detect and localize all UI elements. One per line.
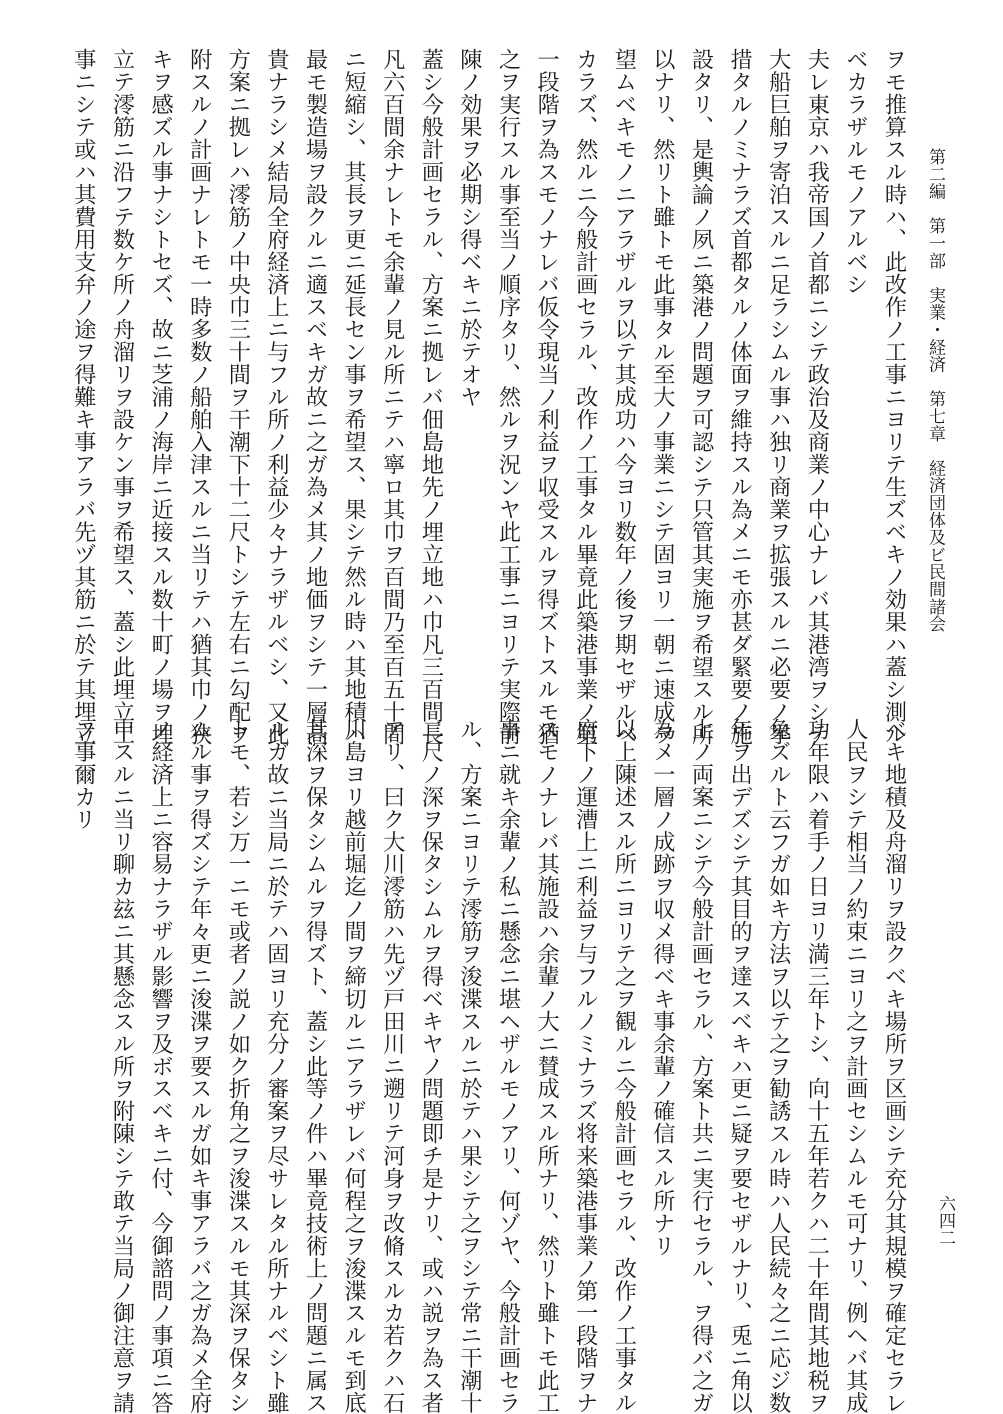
- text-line: カラズ、然ルニ今般計画セラル、改作ノ工事タル畢竟此築港事業ノ第: [572, 48, 599, 746]
- text-line: ルガ故ニ当局ニ於テハ固ヨリ充分ノ審案ヲ尽サレタル所ナルベシト雖: [263, 718, 290, 1414]
- text-line: ムル事ヲ得ズシテ年々更ニ浚渫ヲ要スルガ如キ事アラバ之ガ為メ全府: [186, 718, 213, 1414]
- text-line: キヲ感ズル事ナシトセズ、故ニ芝浦ノ海岸ニ近接スル数十町ノ場ヲ埋: [147, 48, 174, 746]
- text-line: 立テ澪筋ニ沿フテ数ケ所ノ舟溜リヲ設ケン事ヲ希望ス、蓋シ此埋立工: [109, 48, 135, 746]
- text-line: ベカラザルモノアルベシ: [842, 48, 869, 296]
- text-line: 申スルニ当リ聊カ玆ニ其懸念スル所ヲ附陳シテ敢テ当局ノ御注意ヲ請: [109, 718, 135, 1414]
- text-line: 蓋シ今般計画セラル、方案ニ拠レバ佃島地先ノ埋立地ハ巾凡三百間長: [417, 48, 444, 746]
- text-line: 以上陳述スル所ニヨリテ之ヲ観ルニ今般計画セラル、改作ノ工事タル: [610, 718, 637, 1414]
- text-line: 夫レ東京ハ我帝国ノ首都ニシテ政治及商業ノ中心ナレバ其港湾ヲシテ: [803, 48, 830, 746]
- text-line: 一段階ヲ為スモノナレバ仮令現当ノ利益ヲ収受スルヲ得ズトスルモ猶: [533, 48, 560, 746]
- text-line: 以ナリ、然リト雖トモ此事タル至大ノ事業ニシテ固ヨリ一朝ニ速成ヲ: [649, 48, 676, 746]
- text-line: ニ短縮シ、其長ヲ更ニ延長セン事ヲ希望ス、果シテ然ル時ハ其地積ハ: [340, 48, 367, 746]
- text-line: 措タルノミナラズ首都タルノ体面ヲ維持スル為メニモ亦甚ダ緊要ノ施: [726, 48, 753, 746]
- text-line: ベキ地積及舟溜リヲ設クベキ場所ヲ区画シテ充分其規模ヲ確定セラレ: [881, 718, 907, 1414]
- text-line: 免ズルト云フガ如キ方法ヲ以テ之ヲ勧誘スル時ハ人民続々之ニ応ジ数: [765, 718, 792, 1414]
- text-line: 人民ヲシテ相当ノ約束ニヨリ之ヲ計画セシムルモ可ナリ、例ヘバ其成: [842, 718, 869, 1414]
- text-line: 望ムベキモノニアラザルヲ以テ其成功ハ今ヨリ数年ノ後ヲ期セザルベ: [610, 48, 637, 746]
- text-line: 上ノ両案ニシテ今般計画セラル、方案ト共ニ実行セラル、ヲ得バ之ガ: [688, 718, 714, 1414]
- text-line: フ事爾カリ: [70, 718, 97, 831]
- text-line: 事ニシテ或ハ其費用支弁ノ途ヲ得難キ事アラバ先ヅ其筋ニ於テ其埋立: [70, 48, 97, 746]
- text-line: 其深ヲ保タシムルヲ得ズト、蓋シ此等ノ件ハ畢竟技術上ノ問題ニ属ス: [302, 718, 328, 1414]
- text-line: 二尺ノ深ヲ保タシムルヲ得ベキヤノ問題即チ是ナリ、或ハ説ヲ為ス者: [417, 718, 444, 1414]
- text-line: アリ、曰ク大川澪筋ハ先ヅ戸田川ニ遡リテ河身ヲ改脩スルカ若クハ石: [379, 718, 406, 1414]
- text-line: ノ経済上ニ容易ナラザル影響ヲ及ボスベキニ付、今御諮問ノ事項ニ答: [147, 718, 174, 1414]
- text-line: 年ヲ出デズシテ其目的ヲ達スベキハ更ニ疑ヲ要セザルナリ、兎ニ角以: [726, 718, 753, 1414]
- text-line: 之ヲ実行スル事至当ノ順序タリ、然ルヲ況ンヤ此工事ニヨリテ実際前: [495, 48, 521, 746]
- text-line: 方案ニ拠レハ澪筋ノ中央巾三十間ヲ干潮下十二尺トシテ左右ニ勾配ヲ: [224, 48, 251, 746]
- text-line: 事ニ就キ余輩ノ私ニ懸念ニ堪ヘザルモノアリ、何ゾヤ、今般計画セラ: [495, 718, 521, 1414]
- text-line: 最モ製造場ヲ設クルニ適スベキガ故ニ之ガ為メ其ノ地価ヲシテ一層高: [302, 48, 328, 746]
- text-line: 凡六百間余ナレトモ余輩ノ見ル所ニテハ寧ロ其巾ヲ百間乃至百五十間: [379, 48, 406, 746]
- text-line: 川島ヨリ越前堀迄ノ間ヲ締切ルニアラザレバ何程之ヲ浚渫スルモ到底: [340, 718, 367, 1414]
- text-line: 府下ノ運漕上ニ利益ヲ与フルノミナラズ将来築港事業ノ第一段階ヲナ: [572, 718, 599, 1414]
- text-line: 貴ナラシメ結局全府経済上ニ与フル所ノ利益少々ナラザルベシ、又此: [263, 48, 290, 746]
- text-line: 為メ一層ノ成跡ヲ収メ得ベキ事余輩ノ確信スル所ナリ: [649, 718, 676, 1257]
- text-line: 陳ノ効果ヲ必期シ得ベキニ於テオヤ: [456, 48, 483, 408]
- text-line: 大船巨舶ヲ寄泊スルニ足ラシムル事ハ独リ商業ヲ拡張スルニ必要ノ挙: [765, 48, 792, 746]
- text-line: ル、方案ニヨリテ澪筋ヲ浚渫スルニ於テハ果シテ之ヲシテ常ニ干潮十: [456, 718, 483, 1414]
- text-line: スモノナレバ其施設ハ余輩ノ大ニ賛成スル所ナリ、然リト雖トモ此工: [533, 718, 560, 1414]
- page-number: 六四二: [935, 1195, 955, 1246]
- text-line: ヲモ推算スル時ハ、此改作ノ工事ニヨリテ生ズベキノ効果ハ蓋シ測ル: [881, 48, 907, 746]
- text-line: トモ、若シ万一ニモ或者ノ説ノ如ク折角之ヲ浚渫スルモ其深ヲ保タシ: [224, 718, 251, 1414]
- text-line: 功年限ハ着手ノ日ヨリ満三年トシ、向十五年若クハ二十年間其地税ヲ: [803, 718, 830, 1414]
- text-line: 設タリ、是輿論ノ夙ニ築港ノ問題ヲ可認シテ只管其実施ヲ希望スル所: [688, 48, 714, 746]
- running-header: 第二編 第一部 実業・経済 第七章 経済団体及ビ民間諸会: [925, 148, 945, 633]
- text-line: 附スルノ計画ナレトモ一時多数ノ船舶入津スルニ当リテハ猶其巾ノ狭: [186, 48, 213, 746]
